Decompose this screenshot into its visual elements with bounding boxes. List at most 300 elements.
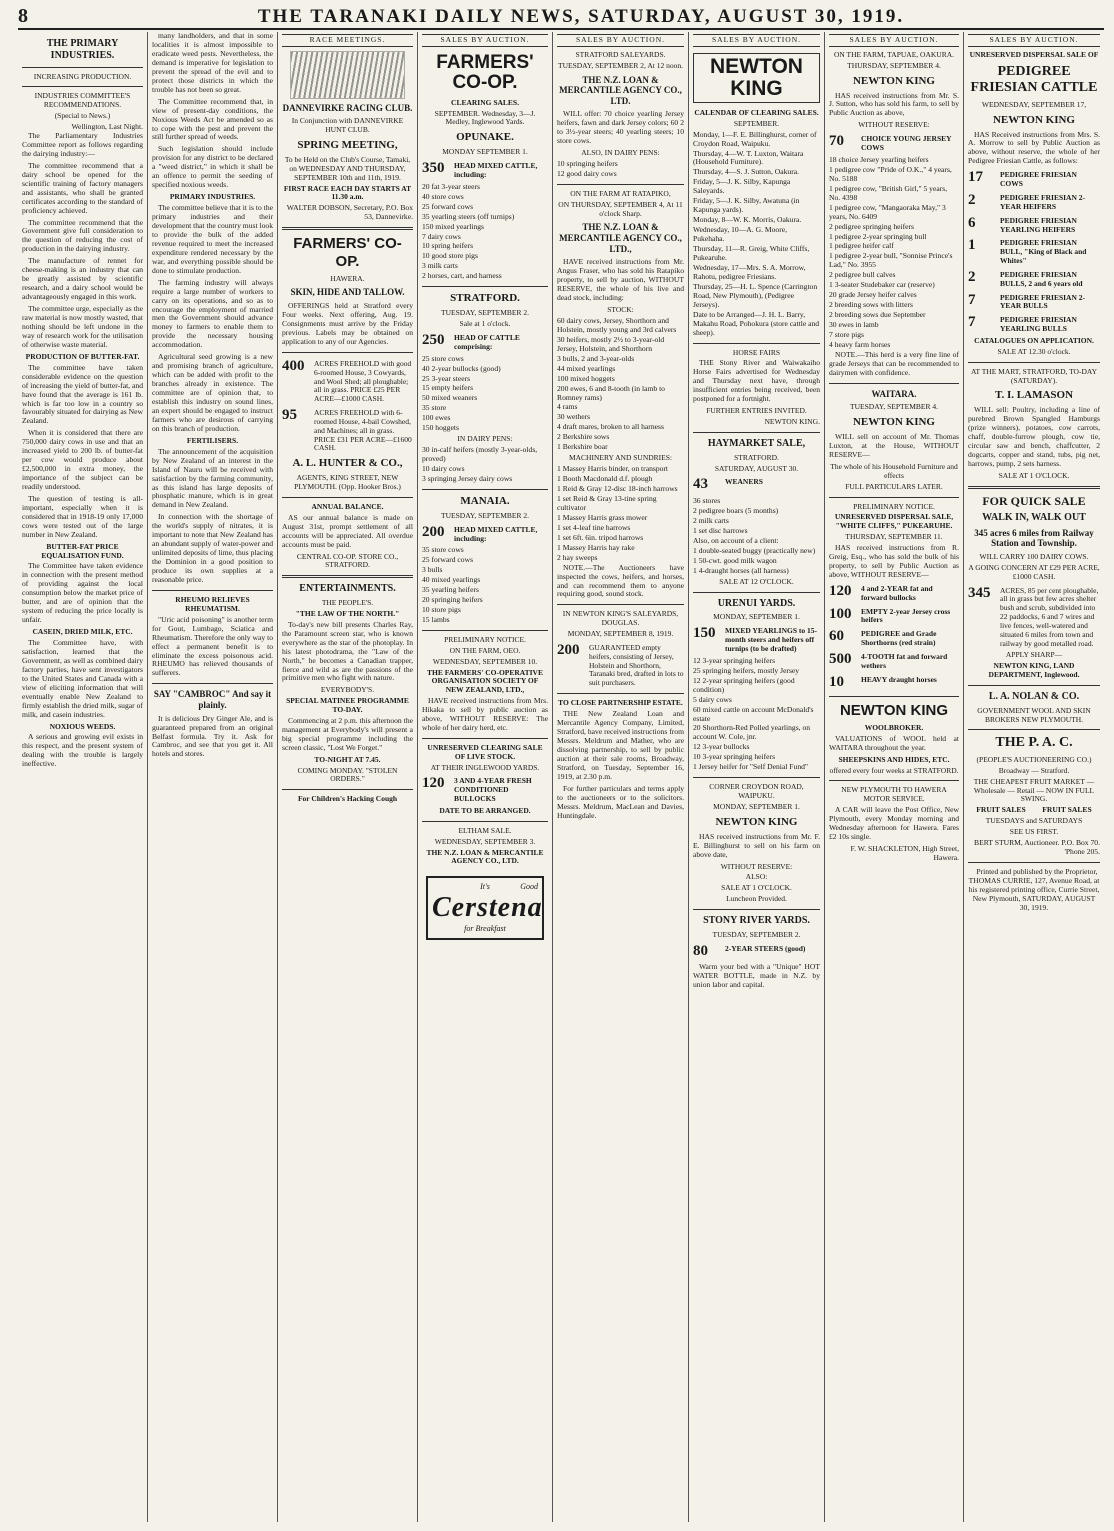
newton-king-name: NEWTON KING bbox=[992, 113, 1075, 126]
primary-industries-subhead: PRIMARY INDUSTRIES. bbox=[169, 192, 256, 202]
going-concern: A GOING CONCERN AT £29 PER ACRE, £1000 CASH. bbox=[968, 562, 1100, 581]
ratapiko-farm: ON THE FARM AT RATAPIKO, bbox=[570, 188, 671, 198]
lot-number: 6 bbox=[968, 214, 976, 231]
list-item: 40 store cows bbox=[422, 191, 464, 201]
cambroc-ad-title: SAY "CAMBROC" And say it plainly. bbox=[153, 689, 272, 710]
friesian-lot bbox=[968, 269, 1100, 289]
unreserved-dispersal: UNRESERVED DISPERSAL SALE OF bbox=[969, 49, 1099, 59]
paragraph: Such legislation should include provision for any district to be declared a "weed district," in which it shall be an offence to permit the seeding of specified noxious weeds. bbox=[152, 144, 273, 190]
paragraph: A serious and growing evil exists in this respect, and the present system of dealing with the trouble is largely ineffective. bbox=[22, 732, 143, 769]
lot-number: 10 bbox=[829, 673, 844, 690]
lot-number: 120 bbox=[422, 775, 445, 792]
paragraph: The committee believe that it is to the primary industries and their development that the country must look to provide the bulk of the added revenue required to meet the increased expenditure rendered necessary by the war, and everything possible should be done to stimulate production. bbox=[152, 203, 273, 275]
lot-number: 60 bbox=[829, 628, 844, 645]
hawera-label: HAWERA. bbox=[330, 273, 365, 283]
dairy-pens: IN DAIRY PENS: bbox=[457, 434, 513, 444]
lot-text: HEAD MIXED CATTLE, including: bbox=[454, 524, 538, 543]
list-item: Also, on account of a client: bbox=[693, 535, 779, 545]
pedigree-friesian-title: PEDIGREE FRIESIAN CATTLE bbox=[970, 63, 1098, 96]
hunter-agent-sub: AGENTS, KING STREET, NEW PLYMOUTH. (Opp. Hooker Bros.) bbox=[294, 473, 401, 492]
list-item: 1 pedigree cow, "Mangaoraka May," 3 years, No. 6409 bbox=[829, 202, 946, 221]
paragraph: THE Stony River and Waiwakaiho Horse Fairs advertised for Wednesday and Thursday next have, through insufficient entries being received, been postponed for a fortnight. bbox=[693, 358, 820, 404]
list-item: Thursday, 25—H. L. Spence (Carrington Road, New Plymouth), (Pedigree Jerseys). bbox=[693, 281, 818, 309]
butterfat-subhead: PRODUCTION OF BUTTER-FAT. bbox=[25, 351, 140, 361]
list-item: 1 double-seated buggy (practically new) bbox=[693, 545, 816, 555]
lot-number: 350 bbox=[422, 160, 445, 177]
special-matinee: SPECIAL MATINEE PROGRAMME TO-DAY. bbox=[286, 696, 409, 715]
tapuae-farm: ON THE FARM, TAPUAE, OAKURA. bbox=[833, 49, 955, 59]
stratford-time: Sale at 1 o'clock. bbox=[459, 319, 511, 329]
pedigree-date: WEDNESDAY, SEPTEMBER 17, bbox=[981, 99, 1087, 109]
paragraph: The Committee have, with satisfaction, learned that the Government, as well as combined dairy factory parties, have sent investigators to the United States and Canada with a view of eliciting information that will eventually enable New Zealand to firmly establish the dried milk, sugar of milk, and casein industries. bbox=[22, 638, 143, 719]
meeting-details: To be Held on the Club's Course, Tamaki, on WEDNESDAY AND THURSDAY, SEPTEMBER 10th and 11th, 1919. bbox=[284, 155, 411, 182]
list-item: Friday, 5—J. K. Silby, Awatuna (in Kapunga yards). bbox=[693, 196, 800, 215]
paragraph: HAVE received instructions from Mr. Angus Fraser, who has sold his Ratapiko property, to sell by auction, WITHOUT RESERVE, the whole of his live and dead stock, including: bbox=[557, 257, 684, 303]
race-meetings-header: RACE MEETINGS. bbox=[282, 34, 413, 47]
haymarket-place: STRATFORD. bbox=[734, 452, 779, 462]
list-item: 50 mixed weaners bbox=[422, 393, 478, 403]
byline: (Special to News.) bbox=[54, 111, 111, 121]
paragraph: When it is considered that there are 750,000 dairy cows in use and that an increased yield to 200 lb. of butter-fat per cow would produce about £2,500,000 in extra money, the importance of the subject can be readily understood. bbox=[22, 428, 143, 492]
list-item: 12 2-year springing heifers (good condition) bbox=[693, 675, 795, 694]
fruit-sales-label: FRUIT SALES bbox=[976, 805, 1026, 815]
list-item: 3 milk carts bbox=[422, 261, 458, 271]
paragraph: WILL offer: 70 choice yearling Jersey heifers, fawn and dark Jersey colors; 60 2 to 3½-year steers; 40 yearling steers; 10 store cows. bbox=[557, 109, 684, 146]
paragraph: The question of testing is all-important, especially when it is considered that in 1918-19 only 17,000 cows were tested out of the large number in New Zealand. bbox=[22, 494, 143, 539]
quick-sale-title: FOR QUICK SALE bbox=[982, 493, 1086, 508]
farm-oeo: ON THE FARM, OEO. bbox=[449, 645, 521, 655]
cattle-lot bbox=[422, 524, 548, 544]
dispersal-lot bbox=[829, 628, 959, 648]
paragraph: The committee have taken considerable evidence on the question of increasing the yield of butter-fat, and have found that the average is 161 lb. which is far too low in a country so favourably situated for dairying as New Zealand. bbox=[22, 362, 143, 426]
racing-club-title: DANNEVIRKE RACING CLUB. bbox=[282, 102, 413, 113]
list-item: 25 store cows bbox=[422, 353, 464, 363]
list-item: 1 4-draught horses (all harness) bbox=[693, 565, 789, 575]
sales-by-auction-header: SALES BY AUCTION. bbox=[693, 34, 820, 47]
lot-text: 3 AND 4-YEAR FRESH CONDITIONED BULLOCKS bbox=[454, 776, 532, 804]
steer-lot bbox=[693, 943, 820, 961]
lot-number: 1 bbox=[968, 237, 976, 254]
newton-king-woolbroker: NEWTON KING bbox=[839, 702, 949, 720]
hot-water-bottle-ad: Warm your bed with a "Unique" HOT WATER BOTTLE, made in N.Z. by union labor and capital. bbox=[693, 962, 820, 990]
lot-text: PEDIGREE FRIESIAN BULLS, 2 and 6 years old bbox=[1000, 269, 1083, 288]
noxious-weeds-subhead: NOXIOUS WEEDS. bbox=[49, 721, 116, 731]
yearling-lot bbox=[693, 625, 820, 654]
friesian-lot bbox=[968, 292, 1100, 312]
without-reserve: WITHOUT RESERVE: bbox=[720, 861, 793, 871]
list-item: 20 grade Jersey heifer calves bbox=[829, 290, 917, 300]
lot-number: 400 bbox=[282, 357, 305, 374]
list-item: 10 dairy cows bbox=[422, 464, 465, 473]
list-item: 2 breeding sows with litters bbox=[829, 300, 913, 310]
paragraph: WILL sell on account of Mr. Thomas Luxton, at the House, WITHOUT RESERVE— bbox=[829, 432, 959, 460]
equalisation-subhead: BUTTER-FAT PRICE EQUALISATION FUND. bbox=[41, 541, 124, 560]
list-item: 1 Reid & Gray 12-disc 18-inch harrows bbox=[557, 483, 678, 493]
nolan-sub: GOVERNMENT WOOL AND SKIN BROKERS NEW PLYMOUTH. bbox=[977, 705, 1091, 724]
preliminary-notice: PRELIMINARY NOTICE. bbox=[853, 501, 935, 511]
list-item: 10 springing heifers bbox=[557, 159, 618, 169]
tonight: TO-NIGHT AT 7.45. bbox=[314, 754, 381, 764]
paragraph: The announcement of the acquisition by New Zealand of an interest in the Island of Nauru will be received with satisfaction by the farming community, as this island has large deposits of phosphatic manure, which is in great demand in New Zealand. bbox=[152, 446, 273, 510]
hunter-agent: A. L. HUNTER & CO., bbox=[292, 457, 403, 470]
list-item: 10 good store pigs bbox=[422, 251, 478, 261]
dairy-pens: ALSO, IN DAIRY PENS: bbox=[581, 148, 660, 158]
list-item: Date to be Arranged—J. H. L. Barry, Makahu Road, Pohokura (store cattle and sheep). bbox=[693, 309, 820, 337]
eltham-title: ELTHAM SALE. bbox=[458, 825, 512, 835]
paragraph: The farming industry will always require a large number of workers to carry on its operations, and so as to encourage the employment of married men the Government should advance money to farmers to enable them to provide the necessary housing accommodation. bbox=[152, 277, 273, 350]
woolbroker-label: WOOLBROKER. bbox=[864, 722, 924, 732]
list-item: 18 choice Jersey yearling heifers bbox=[829, 154, 929, 164]
list-item: 10 3-year springing heifers bbox=[693, 752, 776, 762]
lot-text: HEAVY draught horses bbox=[861, 674, 937, 684]
machinery-heading: MACHINERY AND SUNDRIES: bbox=[568, 453, 673, 463]
list-item: 1 set 6ft. 6in. tripod harrows bbox=[557, 532, 644, 542]
list-item: 100 ewes bbox=[422, 413, 451, 423]
eltham-date: WEDNESDAY, SEPTEMBER 3. bbox=[434, 836, 536, 846]
list-item: 2 milk carts bbox=[693, 516, 729, 526]
annual-balance-title: ANNUAL BALANCE. bbox=[311, 501, 384, 511]
stratford-date: TUESDAY, SEPTEMBER 2. bbox=[441, 308, 529, 318]
list-item: 25 forward cows bbox=[422, 201, 474, 211]
list-item: 12 3-year bullocks bbox=[693, 742, 750, 752]
white-cliffs-heading: UNRESERVED DISPERSAL SALE, "WHITE CLIFFS," PUKEARUHE. bbox=[834, 512, 954, 531]
paragraph: The committee recommend that the Government give full consideration to the question of reducing the cost of production in the dairying industry. bbox=[22, 217, 143, 254]
list-item: Wednesday, 17—Mrs. S. A. Morrow, Rahotu, pedigree Friesians. bbox=[693, 262, 806, 281]
date-later: DATE TO BE ARRANGED. bbox=[439, 805, 531, 815]
racing-club-sub: In Conjunction with DANNEVIRKE HUNT CLUB. bbox=[291, 116, 404, 135]
urenui-title: URENUI YARDS. bbox=[717, 597, 796, 609]
pac-address: Broadway — Stratford. bbox=[998, 765, 1070, 775]
list-item: 3 bulls, 2 and 3-year-olds bbox=[557, 353, 635, 363]
lot-text: 2-YEAR STEERS (good) bbox=[725, 943, 806, 953]
lot-text: PEDIGREE FRIESIAN 2-YEAR BULLS bbox=[1000, 292, 1086, 311]
september-label: SEPTEMBER. bbox=[733, 118, 780, 128]
list-item: 100 mixed hoggets bbox=[557, 373, 615, 383]
dispersal-lot bbox=[829, 606, 959, 626]
nz-loan-agency: THE N.Z. LOAN & MERCANTILE AGENCY CO., LTD., bbox=[559, 222, 682, 254]
property-lot bbox=[282, 358, 413, 404]
property-lot bbox=[282, 407, 413, 453]
list-item: 1 Massey Harris hay rake bbox=[557, 542, 635, 552]
lot-number: 7 bbox=[968, 291, 976, 308]
paragraph: The Parliamentary Industries Committee report as follows regarding the dairying industry:— bbox=[22, 130, 143, 158]
list-item: 200 ewes, 6 and 8-tooth (in lamb to Romney rams) bbox=[557, 383, 665, 402]
sales-by-auction-header: SALES BY AUCTION. bbox=[968, 34, 1100, 47]
list-item: 36 stores bbox=[693, 496, 721, 506]
paragraph: HAS Received instructions from Mrs. S. A. Morrow to sell by Public Auction as above, without reserve, the whole of her Pedigree Friesian Cattle, as follows: bbox=[968, 129, 1100, 166]
calendar-heading: CALENDAR OF CLEARING SALES. bbox=[694, 107, 819, 117]
paragraph: HAS received instructions from R. Greig, Esq., who has sold the bulk of his property, to sell by Public Auction as above, WITHOUT RESERVE— bbox=[829, 543, 959, 579]
list-item: 30 wethers bbox=[557, 412, 591, 422]
paragraph: NOTE.—This herd is a very fine line of grade Jerseys that can be recommended to dairymen with confidence. bbox=[829, 349, 959, 377]
newton-king-name: NEWTON KING bbox=[852, 416, 935, 429]
paragraph: The manufacture of rennet for cheese-making is an industry that can be greatly assisted by scientific research, and a dairy school would be advantageously engaged in this work. bbox=[22, 256, 143, 302]
friesian-lot bbox=[968, 215, 1100, 235]
nolan-name: L. A. NOLAN & CO. bbox=[988, 691, 1080, 702]
lot-number: 70 bbox=[829, 133, 844, 150]
newton-king-sign: NEWTON KING. bbox=[764, 417, 820, 427]
cough-ad: For Children's Hacking Cough bbox=[297, 794, 398, 804]
increasing-production-subhead: INCREASING PRODUCTION. bbox=[33, 71, 132, 81]
list-item: 1 Berkshire boar bbox=[557, 442, 608, 452]
lot-text: PEDIGREE FRIESIAN YEARLING BULLS bbox=[1000, 315, 1077, 334]
cattle-lot bbox=[422, 332, 548, 352]
lot-number: 100 bbox=[829, 605, 852, 622]
columns bbox=[18, 32, 1104, 1522]
lot-text: CHOICE YOUNG JERSEY COWS bbox=[861, 134, 952, 153]
lot-text: MIXED YEARLINGS to 15-month steers and heifers off turnips (to be drafted) bbox=[725, 626, 818, 653]
paragraph: NOTE.—The Auctioneers have inspected the cows, heifers, and horses, and can recommend them to anyone requiring good, sound stock. bbox=[557, 562, 684, 599]
lot-number: 345 bbox=[968, 584, 991, 601]
walk-in-title: WALK IN, WALK OUT bbox=[982, 512, 1086, 524]
manaia-date: TUESDAY, SEPTEMBER 2. bbox=[441, 510, 529, 520]
sales-by-auction-header: SALES BY AUCTION. bbox=[829, 34, 959, 47]
stratford-title: STRATFORD. bbox=[450, 292, 520, 305]
list-item: 20 springing heifers bbox=[422, 595, 483, 605]
lot-number: 200 bbox=[557, 641, 580, 658]
list-item: 12 3-year springing heifers bbox=[693, 655, 776, 665]
list-item: 20 Shorthorn-Red Polled yearlings, on account W. Cole, jnr. bbox=[693, 723, 811, 742]
entertainments-heading: ENTERTAINMENTS. bbox=[299, 583, 396, 595]
coming-monday: COMING MONDAY. "STOLEN ORDERS." bbox=[297, 765, 398, 784]
list-item: 1 3-seater Studebaker car (reserve) bbox=[829, 280, 935, 290]
list-item: 10 store pigs bbox=[422, 605, 461, 615]
lot-text: WEANERS bbox=[725, 477, 763, 487]
list-item: 1 50-cwt. good milk wagon bbox=[693, 555, 777, 565]
farmers-coop-banner: FARMERS' CO-OP. bbox=[436, 51, 534, 93]
nz-loan-agency: THE N.Z. LOAN & MERCANTILE AGENCY CO., LTD. bbox=[426, 847, 544, 866]
list-item: 1 Booth Macdonald d.f. plough bbox=[557, 474, 653, 484]
list-item: 15 lambs bbox=[422, 615, 450, 625]
apply-sharp: APPLY SHARP— bbox=[1005, 650, 1063, 660]
list-item: 40 mixed yearlings bbox=[422, 575, 481, 585]
list-item: 44 mixed yearlings bbox=[557, 363, 616, 373]
paragraph: Commencing at 2 p.m. this afternoon the management at Everybody's will present a big special programme including the screen classic, "Lost We Forget." bbox=[282, 715, 413, 752]
farm-date: WEDNESDAY, SEPTEMBER 10. bbox=[432, 656, 538, 666]
peoples-theatre: THE PEOPLE'S. bbox=[321, 598, 374, 608]
manaia-title: MANAIA. bbox=[460, 494, 510, 507]
skin-hide-text: OFFERINGS held at Stratford every Four weeks. Next offering, Aug. 19. Consignments must arrive by the Friday previous. Labels may be obtained on application to any of our Agencies. bbox=[282, 301, 413, 346]
paragraph: The committee urge, especially as the raw material is now mostly wasted, that nothing should be left undone in the way of research work for the utilisation of otherwise waste material. bbox=[22, 304, 143, 349]
dispersal-lot bbox=[829, 651, 959, 671]
lot-text: PEDIGREE FRIESIAN YEARLING HEIFERS bbox=[1000, 215, 1077, 234]
paragraph: The Committee have taken evidence in connection with the present method of providing against the local consumption below the market price of butter, and are of opinion that the system of reducing the price locally is unfair. bbox=[22, 561, 143, 625]
inglewood-yards: AT THEIR INGLEWOOD YARDS. bbox=[430, 762, 540, 772]
catalogues: CATALOGUES ON APPLICATION. bbox=[974, 336, 1094, 345]
column-2 bbox=[148, 32, 278, 1522]
see-us-first: SEE US FIRST. bbox=[1009, 827, 1059, 837]
page-number: 8 bbox=[18, 5, 28, 27]
list-item: 1 Massey Harris grass mower bbox=[557, 512, 648, 522]
unreserved-clearing: UNRESERVED CLEARING SALE OF LIVE STOCK. bbox=[427, 742, 543, 761]
fruit-sales-row bbox=[968, 806, 1100, 815]
pac-sub: (PEOPLE'S AUCTIONEERING CO.) bbox=[976, 755, 1092, 764]
list-item: 7 store pigs bbox=[829, 330, 865, 340]
haymarket-title: HAYMARKET SALE, bbox=[707, 438, 806, 449]
first-race: FIRST RACE EACH DAY STARTS AT 11.30 a.m. bbox=[283, 183, 412, 202]
farmers-coop-title: FARMERS' CO-OP. bbox=[293, 235, 402, 270]
sales-by-auction-header: SALES BY AUCTION. bbox=[422, 34, 548, 47]
newspaper-title: THE TARANAKI DAILY NEWS, SATURDAY, AUGUST 30, 1919. bbox=[257, 6, 905, 27]
list-item: 40 2-year bullocks (good) bbox=[422, 363, 501, 373]
list-item: 3 springing Jersey dairy cows bbox=[422, 473, 513, 483]
nz-loan-agency: THE N.Z. LOAN & MERCANTILE AGENCY CO., LTD. bbox=[559, 74, 682, 106]
list-item: 2 pedigree bull calves bbox=[829, 270, 896, 280]
list-item: Wednesday, 10—A. G. Moore, Pukehaha. bbox=[693, 225, 788, 244]
list-item: 2 Berkshire sows bbox=[557, 432, 610, 442]
paragraph: "Uric acid poisoning" is another term for Gout, Lumbago, Sciatica and Rheumatism. Therefore the only way to effect a permanent benefit is to eliminate the excess poisonous acid. RHEUMO has relieved thousands of sufferers. bbox=[152, 614, 273, 678]
lot-number: 120 bbox=[829, 582, 852, 599]
mart-heading: AT THE MART, STRATFORD, TO-DAY (SATURDAY). bbox=[970, 366, 1098, 385]
carry-cows: WILL CARRY 100 DAIRY COWS. bbox=[979, 552, 1089, 562]
croydon-date: MONDAY, SEPTEMBER 1. bbox=[713, 801, 800, 811]
tapuae-date: THURSDAY, SEPTEMBER 4. bbox=[847, 60, 941, 70]
list-item: 10 spring heifers bbox=[422, 241, 474, 251]
stony-river-title: STONY RIVER YARDS. bbox=[703, 914, 810, 926]
stratford-saleyards: STRATFORD SALEYARDS. bbox=[575, 49, 666, 59]
preliminary-notice: PRELIMINARY NOTICE. bbox=[444, 635, 526, 645]
waitara-date: TUESDAY, SEPTEMBER 4. bbox=[850, 402, 938, 412]
paragraph: In connection with the shortage of the world's supply of nitrates, it is important to note that New Zealand has an abundant supply of water-power and unlimited deposits of lime, thus placing the Dominion in a good position to produce its own supplies at a reasonable price. bbox=[152, 512, 273, 585]
fertilisers-subhead: FERTILISERS. bbox=[186, 435, 239, 445]
paragraph: Agricultural seed growing is a new and promising branch of agriculture, which can be added with profit to the branches already in existence. The committee are of opinion that, to establish this industry on sound lines, an expert should be engaged to instruct farmers who are desirous of carrying on this branch of production. bbox=[152, 352, 273, 433]
paragraph: HAS received instructions from Mr. F. E. Billinghurst to sell on his farm on above date, bbox=[693, 831, 820, 859]
sale-time: SALE AT 1 O'CLOCK. bbox=[998, 471, 1070, 481]
lot-text: PEDIGREE FRIESIAN COWS bbox=[1000, 170, 1077, 189]
list-item: Thursday, 11—R. Greig, White Cliffs, Pukearuhe. bbox=[693, 244, 810, 263]
list-item: 25 forward cows bbox=[422, 555, 474, 565]
article-body-1 bbox=[22, 132, 143, 350]
list-item: 35 yearling steers (off turnips) bbox=[422, 211, 515, 221]
cattle-lot bbox=[422, 775, 548, 804]
horse-race-illustration bbox=[290, 51, 405, 99]
fruit-market: THE CHEAPEST FRUIT MARKET — Wholesale — Retail — NOW IN FULL SWING. bbox=[973, 776, 1095, 804]
list-item: 60 mixed cattle on account McDonald's estate bbox=[693, 704, 814, 723]
white-cliffs-date: THURSDAY, SEPTEMBER 11. bbox=[845, 532, 943, 542]
paragraph: HAVE received instructions from Mrs. Hikaka to sell by public auction as above, WITHOUT RESERVE: The whole of her dairy herd, etc. bbox=[422, 696, 548, 732]
newton-kings-saleyards: IN NEWTON KING'S SALEYARDS, DOUGLAS. bbox=[562, 609, 679, 628]
list-item: Thursday, 4—W. T. Luxton, Waitara (Household Furniture). bbox=[693, 148, 804, 167]
newton-king-name: NEWTON KING bbox=[715, 815, 798, 828]
column-5 bbox=[553, 32, 689, 1522]
list-item: 2 pedigree boars (5 months) bbox=[693, 506, 779, 516]
dispersal-lot bbox=[829, 674, 959, 692]
lot-number: 150 bbox=[693, 625, 716, 642]
list-item: 1 pedigree cow "Pride of O.K.," 4 years, No. 5188 bbox=[829, 164, 952, 183]
sales-by-auction-header: SALES BY AUCTION. bbox=[557, 34, 684, 47]
lot-text: HEAD MIXED CATTLE, including: bbox=[454, 161, 538, 179]
list-item: 35 yearling heifers bbox=[422, 585, 479, 595]
clearing-sales: CLEARING SALES. bbox=[451, 97, 519, 107]
rheumo-headline: RHEUMO RELIEVES RHEUMATISM. bbox=[175, 595, 250, 613]
list-item: 30 ewes in lamb bbox=[829, 320, 879, 330]
list-item: Thursday, 4—S. J. Sutton, Oakura. bbox=[693, 167, 800, 177]
luncheon: Luncheon Provided. bbox=[726, 894, 787, 904]
column-4 bbox=[418, 32, 553, 1522]
sheepskins-sub: offered every four weeks at STRATFORD. bbox=[829, 765, 959, 775]
column-3 bbox=[278, 32, 418, 1522]
also-label: ALSO: bbox=[745, 872, 768, 882]
lot-number: 2 bbox=[968, 268, 976, 285]
cerstena-ad bbox=[426, 876, 544, 939]
paragraph: HAS received instructions from Mr. S. J. Sutton, who has sold his farm, to sell by Public Auction as above, bbox=[829, 90, 959, 118]
ratapiko-date: ON THURSDAY, SEPTEMBER 4, At 11 o'clock Sharp. bbox=[558, 199, 683, 218]
auctioneer-sign: BERT STURM, Auctioneer. P.O. Box 70. 'Phone 205. bbox=[974, 837, 1100, 856]
full-particulars: FULL PARTICULARS LATER. bbox=[845, 481, 943, 491]
list-item: 12 good dairy cows bbox=[557, 168, 617, 178]
clearing-text: SEPTEMBER. Wednesday, 3—J. Medley, Inglewood Yards. bbox=[434, 108, 536, 127]
waitara-title: WAITARA. bbox=[871, 388, 917, 399]
paragraph: A CAR will leave the Post Office, New Plymouth, every Monday morning and Wednesday afternoon for Hawera. Fares £2 10s single. bbox=[829, 805, 959, 841]
list-item: 2 pedigree springing heifers bbox=[829, 221, 914, 231]
lot-text: EMPTY 2-year Jersey cross heifers bbox=[861, 606, 951, 625]
horse-fairs-heading: HORSE FAIRS bbox=[732, 347, 781, 357]
lot-number: 250 bbox=[422, 331, 445, 348]
list-item: 1 set 4-leaf tine harrows bbox=[557, 522, 631, 532]
heifer-lot bbox=[557, 642, 684, 688]
opunake-date: MONDAY SEPTEMBER 1. bbox=[442, 147, 528, 157]
list-item: 30 heifers, mostly 2½ to 3-year-old Jersey, Holstein, and Shorthorn bbox=[557, 334, 665, 353]
list-item: 35 store cows bbox=[422, 545, 464, 555]
lot-text: 4-TOOTH fat and forward wethers bbox=[861, 651, 948, 670]
list-item: 1 set Reid & Gray 13-tine spring cultivator bbox=[557, 493, 657, 512]
list-item: 4 heavy farm horses bbox=[829, 340, 891, 349]
lot-number: 7 bbox=[968, 314, 976, 331]
stock-heading: STOCK: bbox=[607, 305, 634, 315]
column-6 bbox=[689, 32, 825, 1522]
list-item: 2 horses, cart, and harness bbox=[422, 271, 502, 281]
lot-number: 200 bbox=[422, 523, 445, 540]
sale-time: SALE AT 12.30 o'clock. bbox=[997, 346, 1071, 356]
list-item: 4 rams bbox=[557, 402, 578, 412]
newton-king-land: NEWTON KING, LAND DEPARTMENT, Inglewood. bbox=[988, 661, 1080, 680]
lamason-name: T. I. LAMASON bbox=[994, 389, 1074, 402]
list-item: 15 empty heifers bbox=[422, 383, 474, 393]
cambroc-ad-text: It is delicious Dry Ginger Ale, and is guaranteed prepared from an original Belfast formula. Try it. Ask for Cambroc, and see that you get it. All hotels and stores. bbox=[152, 713, 273, 759]
list-item: 25 3-year steers bbox=[422, 373, 471, 383]
sheepskins-heading: SHEEPSKINS AND HIDES, ETC. bbox=[838, 754, 950, 764]
list-item: 4 draft mares, broken to all harness bbox=[557, 422, 664, 432]
friesian-lot bbox=[968, 169, 1100, 189]
list-item: 1 set disc harrows bbox=[693, 526, 748, 536]
list-item: 20 fat 3-year steers bbox=[422, 181, 480, 191]
friesian-lot bbox=[968, 237, 1100, 266]
paragraph: many landholders, and that in some localities it is almost impossible to eradicate weed pests. Nevertheless, the demand is imperative for legislation to prevent the spread of the evil and to protect those districts in which the trouble has not been so great. bbox=[152, 32, 273, 94]
lot-text: GUARANTEED empty heifers, consisting of Jersey, Holstein and Shorthorn, Taranaki bred, drafted in lots to suit purchasers. bbox=[589, 642, 684, 688]
list-item: 25 springing heifers, mostly Jersey bbox=[693, 665, 800, 675]
shackleton-sign: F. W. SHACKLETON, High Street, Hawera. bbox=[850, 843, 959, 862]
pac-days: TUESDAYS and SATURDAYS bbox=[985, 816, 1083, 826]
pac-title: THE P. A. C. bbox=[995, 735, 1073, 751]
secretary: WALTER DOBSON, Secretary, P.O. Box 53, Dannevirke. bbox=[286, 203, 413, 222]
urenui-date: MONDAY, SEPTEMBER 1. bbox=[713, 612, 800, 622]
list-item: 5 dairy cows bbox=[693, 694, 732, 704]
list-item: 1 pedigree cow, "British Girl," 5 years, No. 4398 bbox=[829, 183, 948, 202]
column-1 bbox=[18, 32, 148, 1522]
list-item: 1 pedigree heifer calf bbox=[829, 241, 894, 251]
household-furniture: The whole of his Household Furniture and effects bbox=[830, 462, 958, 480]
fruit-sales-label: FRUIT SALES bbox=[1042, 805, 1092, 815]
skin-hide-title: SKIN, HIDE AND TALLOW. bbox=[290, 287, 405, 298]
lot-number: 500 bbox=[829, 650, 852, 667]
paragraph: The Committee recommend that, in view of present-day conditions, the Noxious Weeds Act be amended so as to cope with the pest and prevent the still further spread of weeds. bbox=[152, 96, 273, 142]
list-item: 150 mixed yearlings bbox=[422, 221, 485, 231]
list-item: 1 Massey Harris binder, on transport bbox=[557, 464, 669, 474]
committee-subhead: INDUSTRIES COMMITTEE'S RECOMMENDATIONS. bbox=[34, 91, 131, 110]
list-item: 1 pedigree 2-year bull, "Sonnise Prince's Lad," No. 3955 bbox=[829, 251, 953, 270]
ad-its: It's bbox=[480, 882, 490, 892]
dateline: Wellington, Last Night. bbox=[71, 121, 143, 131]
